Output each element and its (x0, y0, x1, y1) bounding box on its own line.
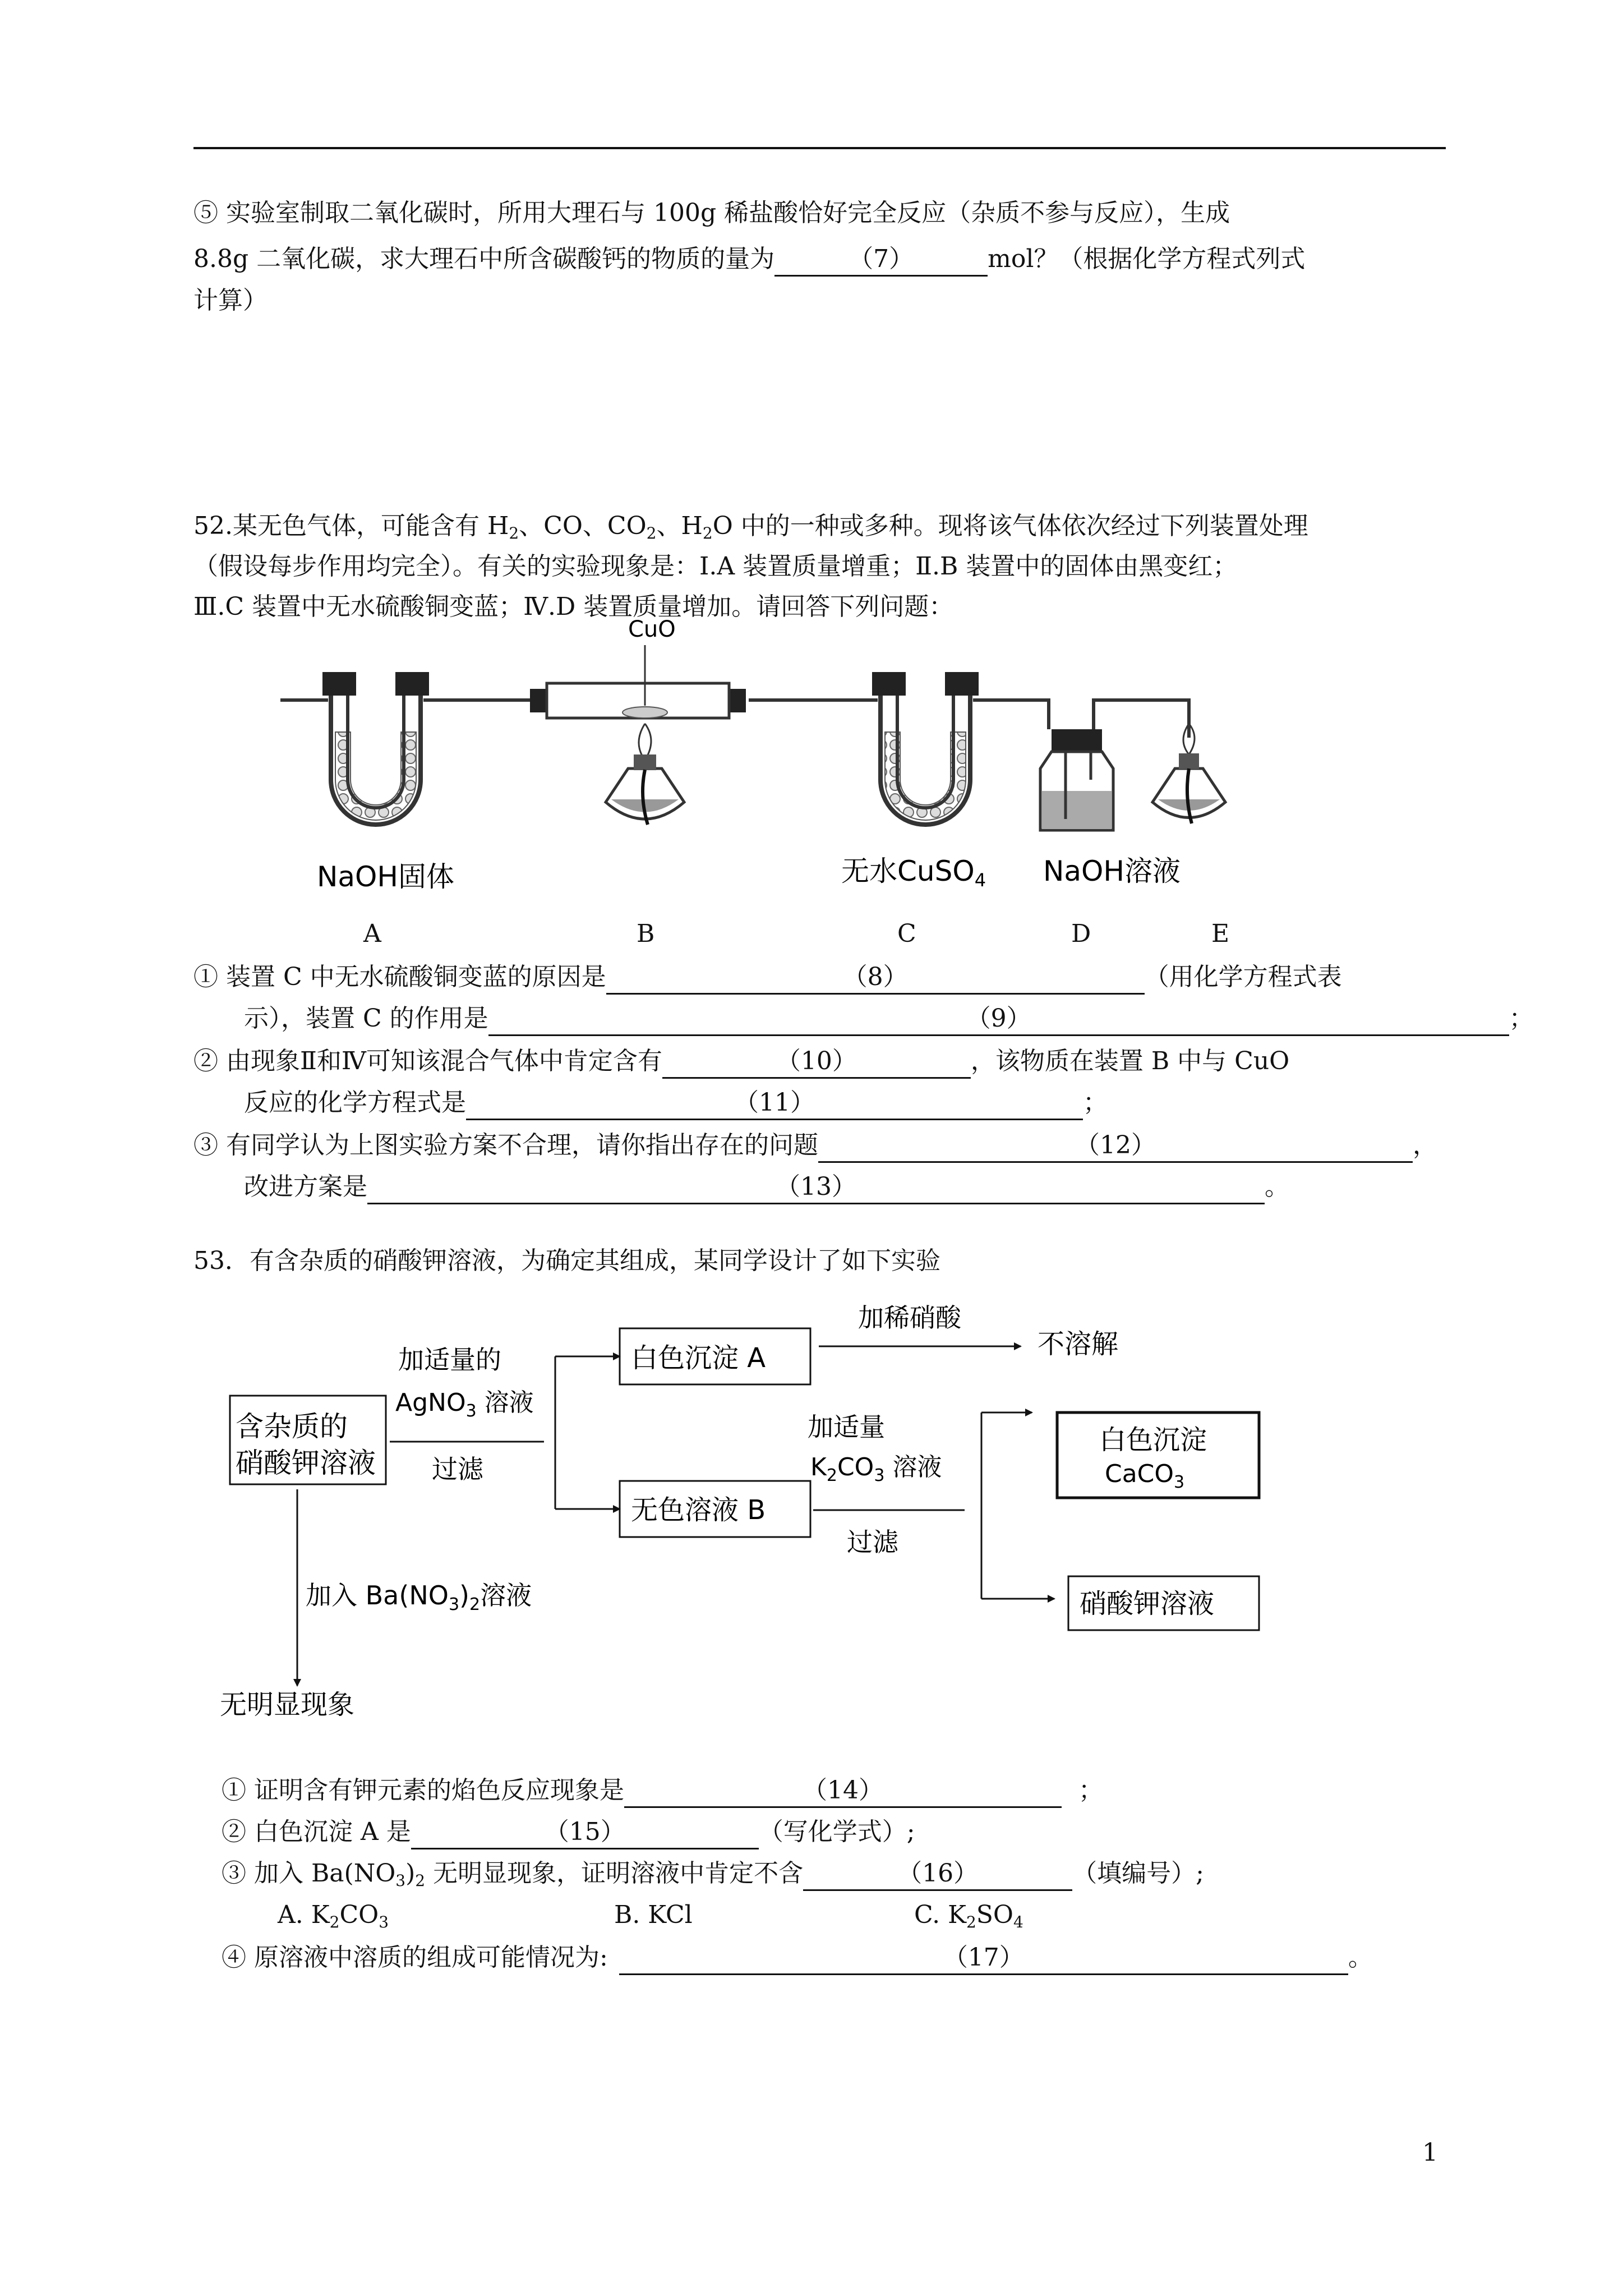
q52-line2: （假设每步作用均完全）。有关的实验现象是：Ⅰ.A 装置质量增重；Ⅱ.B 装置中的固体由黑变红； (193, 552, 1238, 581)
q52-line3: Ⅲ.C 装置中无水硫酸铜变蓝；Ⅳ.D 装置质量增加。请回答下列问题： (193, 592, 954, 621)
wash-bottle-d (1040, 729, 1113, 830)
blank-14[interactable]: （14） (624, 1775, 1062, 1808)
option-c[interactable]: C. $K_2SO_4$ (914, 1901, 1023, 1931)
start-box-line2: 硝酸钾溶液 (236, 1447, 376, 1479)
box-a-label: 白色沉淀 A (631, 1342, 766, 1374)
caco3-box-line2: CaCO$_3$ (1105, 1460, 1185, 1492)
kno3-box-label: 硝酸钾溶液 (1080, 1588, 1215, 1619)
q51-line2: 8.8g 二氧化碳，求大理石中所含碳酸钙的物质的量为 （7） mol？（根据化学方程式列式 (193, 242, 1305, 277)
blank-15[interactable]: （15） (411, 1816, 759, 1849)
q53-title: 53．有含杂质的硝酸钾溶液，为确定其组成，某同学设计了如下实验 (193, 1246, 940, 1275)
flow-diagram (213, 1290, 1279, 1728)
letter-c: C (897, 919, 916, 948)
u-tube-c (872, 672, 979, 825)
letter-b: B (637, 919, 655, 948)
q52-q2-line2: 反应的化学方程式是 （11） ； (244, 1086, 1108, 1120)
q53-q4: ④ 原溶液中溶质的组成可能情况为: （17） 。 (222, 1941, 1373, 1975)
q52-line1: 52.某无色气体，可能含有 $H_2$、CO、$CO_2$、$H_2O$ 中的一种或多种。现将该气体依次经过下列装置处理 (193, 512, 1308, 542)
cuo-label: CuO (628, 617, 676, 642)
combustion-tube-b (530, 617, 746, 825)
blank-8[interactable]: （8） (606, 961, 1145, 995)
header-rule (193, 147, 1446, 149)
insoluble-label: 不溶解 (1038, 1328, 1119, 1360)
no-phenomenon-label: 无明显现象 (220, 1689, 355, 1720)
blank-12[interactable]: （12） (818, 1130, 1413, 1163)
step1-filter: 过滤 (432, 1454, 483, 1484)
blank-17[interactable]: （17） (619, 1942, 1348, 1975)
step2-filter: 过滤 (847, 1527, 898, 1557)
q53-q3: ③ 加入 $Ba(NO_3)_2$ 无明显现象，证明溶液中肯定不含 （16） （填编号）; (222, 1859, 1204, 1890)
start-box-line1: 含杂质的 (236, 1410, 348, 1443)
blank-9[interactable]: （9） (488, 1003, 1509, 1036)
step1-line2: AgNO$_3$ 溶液 (395, 1388, 534, 1421)
burner-e (1152, 724, 1225, 823)
q52-q3-line2: 改进方案是 （13） 。 (244, 1170, 1289, 1204)
q52-q3-line1: ③ 有同学认为上图实验方案不合理，请你指出存在的问题 （12） ， (193, 1129, 1437, 1163)
u-tube-a (322, 672, 429, 825)
step2-line2: $K_2CO_3$ 溶液 (810, 1453, 942, 1485)
label-naoh-solid: NaOH固体 (317, 861, 454, 893)
box-b-label: 无色溶液 B (631, 1494, 766, 1526)
q53-q1: ① 证明含有钾元素的焰色反应现象是 （14） ； (222, 1774, 1103, 1808)
apparatus-diagram (269, 617, 1312, 942)
step2-line1: 加适量 (808, 1412, 885, 1442)
page-number: 1 (1422, 2138, 1438, 2167)
down-label: 加入 $Ba(NO_3)_2$溶液 (306, 1580, 532, 1614)
blank-10[interactable]: （10） (662, 1046, 971, 1079)
blank-11[interactable]: （11） (466, 1087, 1083, 1120)
caco3-box-line1: 白色沉淀 (1099, 1424, 1207, 1456)
label-naoh-solution: NaOH溶液 (1043, 855, 1181, 887)
q52-q1-line1: ① 装置 C 中无水硫酸铜变蓝的原因是 （8） （用化学方程式表 (193, 960, 1342, 995)
letter-d: D (1071, 919, 1091, 948)
blank-16[interactable]: （16） (803, 1858, 1072, 1891)
q51-line3: 计算） (193, 286, 268, 315)
q52-q2-line1: ② 由现象Ⅱ和Ⅳ可知该混合气体中肯定含有 （10） ，该物质在装置 B 中与 CuO (193, 1045, 1289, 1079)
step1-line1: 加适量的 (398, 1345, 501, 1375)
q51-line1: ⑤ 实验室制取二氧化碳时，所用大理石与 100g 稀盐酸恰好完全反应（杂质不参与反应），生成 (193, 199, 1230, 227)
option-a[interactable]: A. $K_2CO_3$ (278, 1901, 389, 1931)
acid-label: 加稀硝酸 (858, 1303, 961, 1333)
option-b[interactable]: B. KCl (614, 1901, 693, 1929)
letter-a: A (363, 919, 381, 948)
label-cuso4: 无水CuSO$_4$ (841, 855, 986, 891)
q53-q2: ② 白色沉淀 A 是 （15） （写化学式）; (222, 1815, 915, 1849)
letter-e: E (1211, 919, 1230, 948)
q52-q1-line2: 示），装置 C 的作用是 （9） ； (244, 1002, 1534, 1036)
blank-7[interactable]: （7） (774, 243, 988, 277)
blank-13[interactable]: （13） (367, 1171, 1265, 1204)
